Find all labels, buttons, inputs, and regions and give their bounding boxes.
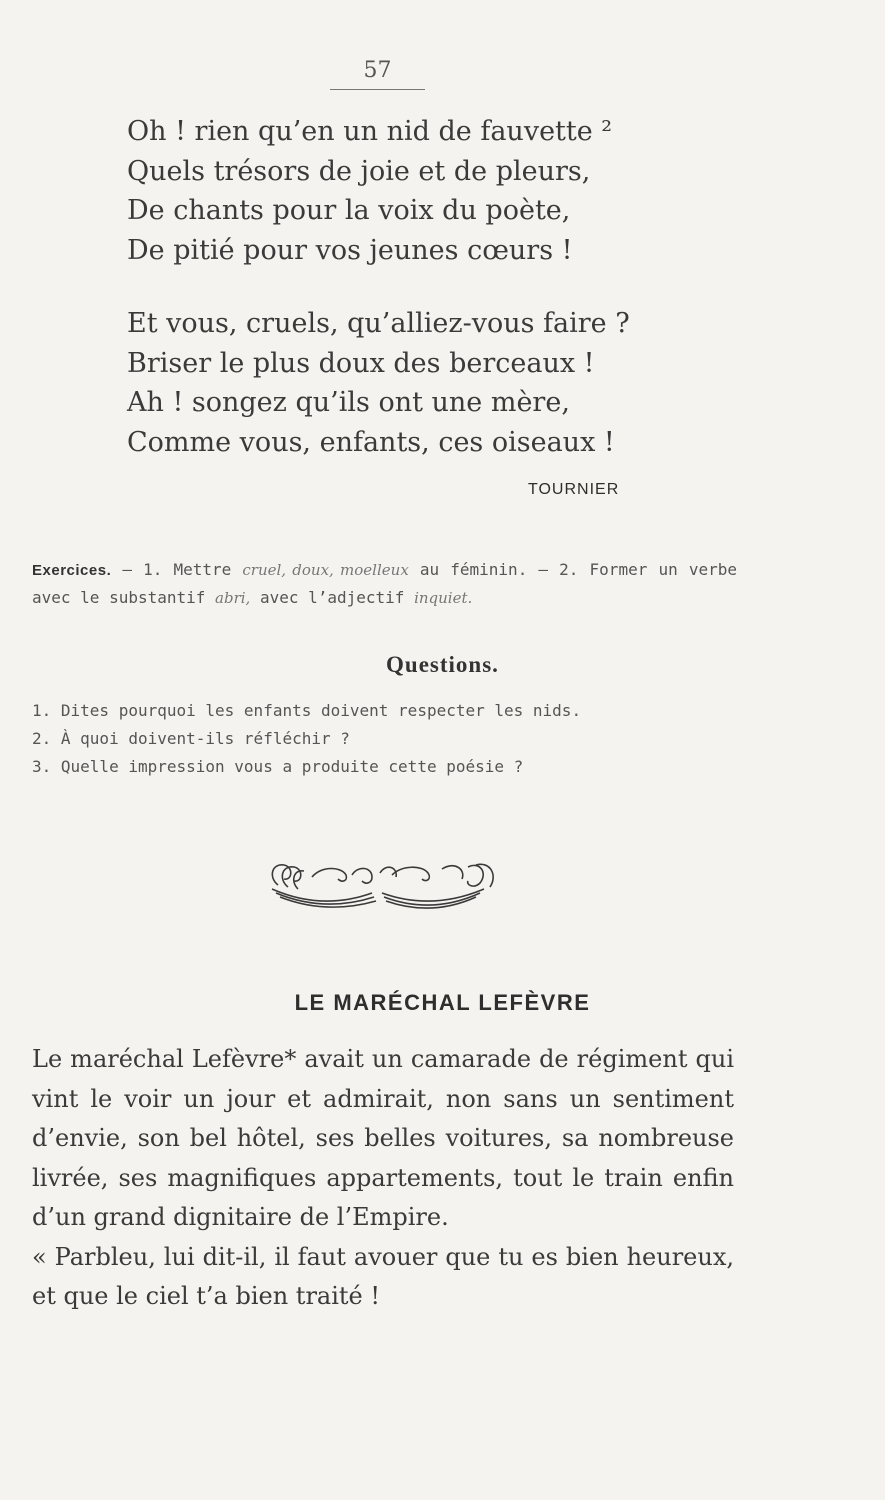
question-item: 2. À quoi doivent-ils réfléchir ? (32, 729, 350, 748)
section-title: LE MARÉCHAL LEFÈVRE (294, 990, 591, 1015)
question-item: 1. Dites pourquoi les enfants doivent respecter les nids. (32, 701, 582, 720)
exercise-text: au féminin. — 2. Former un verbe avec le substantif (32, 560, 737, 607)
page-number: 57 (330, 58, 425, 90)
question-item: 3. Quelle impression vous a produite cette poésie ? (32, 757, 524, 776)
poem-stanza (127, 112, 647, 270)
questions-title: Questions. (386, 652, 499, 677)
poem-verse: Comme vous, enfants, ces oiseaux ! (127, 426, 615, 458)
poem-verse: Briser le plus doux des berceaux ! (127, 347, 595, 379)
poem-verse: De chants pour la voix du poète, (127, 195, 571, 226)
ornament-flourish (262, 855, 502, 913)
poem-stanza (127, 304, 647, 462)
exercise-text: — 1. Mettre (111, 560, 243, 579)
poem-verse: Ah ! songez qu’ils ont une mère, (127, 387, 570, 418)
questions-list (32, 697, 752, 781)
poem-verse: De pitié pour vos jeunes cœurs ! (127, 234, 573, 266)
exercises-block (32, 556, 737, 612)
exercise-italic-word: abri, (215, 589, 251, 607)
prose-body (32, 1040, 734, 1317)
poem-author: TOURNIER (528, 481, 620, 498)
prose-paragraph: « Parbleu, lui dit-il, il faut avouer que tu es bien heureux, et que le ciel t’a bien traité ! (32, 1242, 734, 1310)
poem-verse: Oh ! rien qu’en un nid de fauvette ² (127, 116, 613, 147)
poem-verse: Et vous, cruels, qu’alliez-vous faire ? (127, 308, 630, 339)
exercises-label: Exercices. (32, 562, 112, 579)
poem-verse: Quels trésors de joie et de pleurs, (127, 155, 591, 187)
exercise-italic-words: cruel, doux, moelleux (242, 561, 409, 579)
prose-paragraph: Le maréchal Lefèvre* avait un camarade de régiment qui vint le voir un jour et admirait, non sans un sentiment d’envie, son bel hôtel, ses belles voitures, sa nombreuse livrée, ses magnifiques appartements, tout le train enfin d’un grand dignitaire de l’Empire. (32, 1045, 734, 1231)
exercise-text: avec l’adjectif (250, 588, 415, 607)
poem (127, 112, 647, 496)
exercise-italic-word: inquiet. (414, 589, 473, 607)
